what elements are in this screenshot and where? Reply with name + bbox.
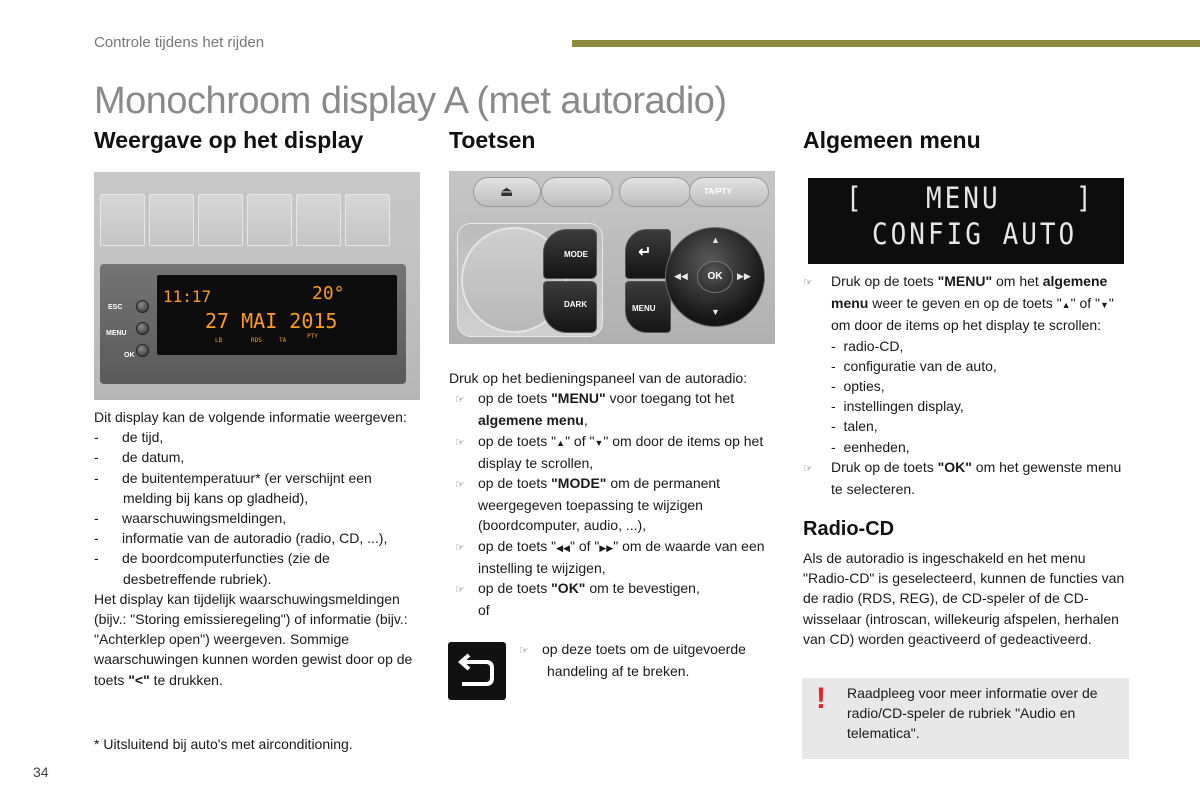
arrow-up-icon: ▲ xyxy=(711,235,720,245)
footnote: * Uitsluitend bij auto's met airconditioning. xyxy=(94,736,353,752)
lcd-temperature: 20° xyxy=(312,283,345,304)
list-item: - informatie van de autoradio (radio, CD, ...), xyxy=(94,530,388,547)
lcd-indicator-rds: RDS xyxy=(251,337,262,344)
section-heading-keys: Toetsen xyxy=(449,127,536,153)
display-photo xyxy=(94,172,420,400)
list-item: ☞ op de toets "MODE" om de permanent weergegeven toepassing te wijzigen (boordcomputer, audio, ...), xyxy=(455,475,721,534)
section-heading-menu: Algemeen menu xyxy=(803,127,981,153)
menu-label: MENU xyxy=(106,330,127,337)
arrow-up-icon: ▲ xyxy=(1061,300,1071,311)
lcd-screen xyxy=(157,275,397,355)
lcd-time: 11:17 xyxy=(163,287,212,306)
mode-label: MODE xyxy=(564,250,588,259)
eject-button xyxy=(473,177,541,207)
menu-display xyxy=(808,178,1124,264)
ok-key: OK xyxy=(697,261,733,293)
display-config-text: CONFIG AUTO xyxy=(872,218,1078,252)
fast-forward-icon: ▶▶ xyxy=(599,542,614,553)
menu-option: - radio-CD, xyxy=(831,337,904,354)
lcd-date: 27 MAI 2015 xyxy=(205,309,338,333)
arrow-right-icon: ▶▶ xyxy=(737,271,751,281)
ok-button xyxy=(136,344,149,357)
display-menu-text: MENU xyxy=(926,182,1001,216)
menu-option: - configuratie van de auto, xyxy=(831,357,997,374)
radio-cd-heading: Radio-CD xyxy=(803,518,895,540)
radio-cd-paragraph: Als de autoradio is ingeschakeld en het menu "Radio-CD" is geselecteerd, kunnen de functies van de radio (RDS, REG), de CD-speler of de CD-wisselaar (introscan, willekeurig afspelen, herhalen van CD) worden geactiveerd of gedeactiveerd. xyxy=(803,550,1125,647)
list-item: ☞ op de toets "▲" of "▼" om door de items op het display te scrollen, xyxy=(455,432,764,471)
lcd-indicator-pty: PTY xyxy=(307,333,318,340)
menu-text xyxy=(803,271,1129,499)
display-intro: Dit display kan de volgende informatie weergeven: xyxy=(94,409,407,425)
list-item: ☞ op de toets "MENU" voor toegang tot het algemene menu, xyxy=(455,390,735,429)
keys-text xyxy=(449,368,777,620)
arrow-down-icon: ▼ xyxy=(594,437,604,448)
eject-icon: ⏏ xyxy=(500,183,514,199)
back-icon xyxy=(448,642,506,700)
display-bracket-left: [ xyxy=(846,182,865,216)
back-button xyxy=(625,229,671,279)
list-item: - de boordcomputerfuncties (zie de desbetreffende rubriek). xyxy=(94,550,330,587)
back-text: ☞ op deze toets om de uitgevoerde handeling af te breken. xyxy=(519,641,746,680)
display-info-text xyxy=(94,407,414,690)
info-note-text: Raadpleeg voor meer informatie over de radio/CD-speler de rubriek "Audio en telematica". xyxy=(847,685,1098,742)
menu-option: - opties, xyxy=(831,378,885,395)
warning-icon: ! xyxy=(816,682,826,715)
list-item: ☞ op de toets "◀◀" of "▶▶" om de waarde van een instelling te wijzigen, xyxy=(455,537,765,576)
rewind-icon: ◀◀ xyxy=(556,542,570,553)
dark-button xyxy=(543,281,597,333)
menu-key-label: MENU xyxy=(632,304,656,313)
ta-pty-label: TA/PTY xyxy=(704,187,732,196)
running-head: Controle tijdens het rijden xyxy=(94,34,265,51)
menu-key xyxy=(625,281,671,333)
esc-button xyxy=(136,300,149,313)
list-item: ☞ Druk op de toets "MENU" om het algemene menu weer te geven en op de toets "▲" of "▼" om door de items op het display te scrollen: xyxy=(803,273,1114,334)
menu-option: - instellingen display, xyxy=(831,398,964,415)
accent-bar xyxy=(572,40,1200,47)
section-heading-display: Weergave op het display xyxy=(94,127,364,153)
list-item: ☞ op de toets "OK" om te bevestigen, xyxy=(455,580,700,597)
list-item: - de buitentemperatuur* (er verschijnt een melding bij kans op gladheid), xyxy=(94,469,372,506)
list-item: ☞ Druk op de toets "OK" om het gewenste menu te selecteren. xyxy=(803,458,1122,498)
arrow-down-icon: ▼ xyxy=(711,307,720,317)
keys-intro: Druk op het bedieningspaneel van de autoradio: xyxy=(449,370,748,386)
arrow-up-icon: ▲ xyxy=(556,437,566,448)
back-arrow-icon: ↵ xyxy=(638,244,652,261)
radio-keys-photo xyxy=(449,171,775,344)
arrow-left-icon: ◀◀ xyxy=(674,271,688,281)
ok-label: OK xyxy=(124,352,135,359)
mode-button xyxy=(543,229,597,279)
page-title: Monochroom display A (met autoradio) xyxy=(94,80,727,122)
esc-label: ESC xyxy=(108,304,123,311)
display-bracket-right: ] xyxy=(1076,182,1095,216)
or-text: of xyxy=(478,602,490,619)
page-number: 34 xyxy=(33,764,49,780)
menu-button xyxy=(136,322,149,335)
arrow-down-icon: ▼ xyxy=(1100,300,1109,311)
menu-option: - talen, xyxy=(831,418,878,435)
dark-label: DARK xyxy=(564,300,588,309)
list-item: - de tijd, xyxy=(94,429,164,446)
menu-option: - eenheden, xyxy=(831,438,910,455)
list-item: - waarschuwingsmeldingen, xyxy=(94,510,287,527)
lcd-indicator-lb: LB xyxy=(215,337,223,344)
lcd-indicator-ta: TA xyxy=(279,337,287,344)
ta-pty-button xyxy=(689,177,769,207)
list-item: - de datum, xyxy=(94,449,185,466)
warning-paragraph: Het display kan tijdelijk waarschuwingsmeldingen (bijv.: "Storing emissieregeling") of informatie (bijv.: "Achterklep open") weergeven. Sommige waarschuwingen kunnen worden gewist door op de toets "<" te drukken. xyxy=(94,590,413,688)
